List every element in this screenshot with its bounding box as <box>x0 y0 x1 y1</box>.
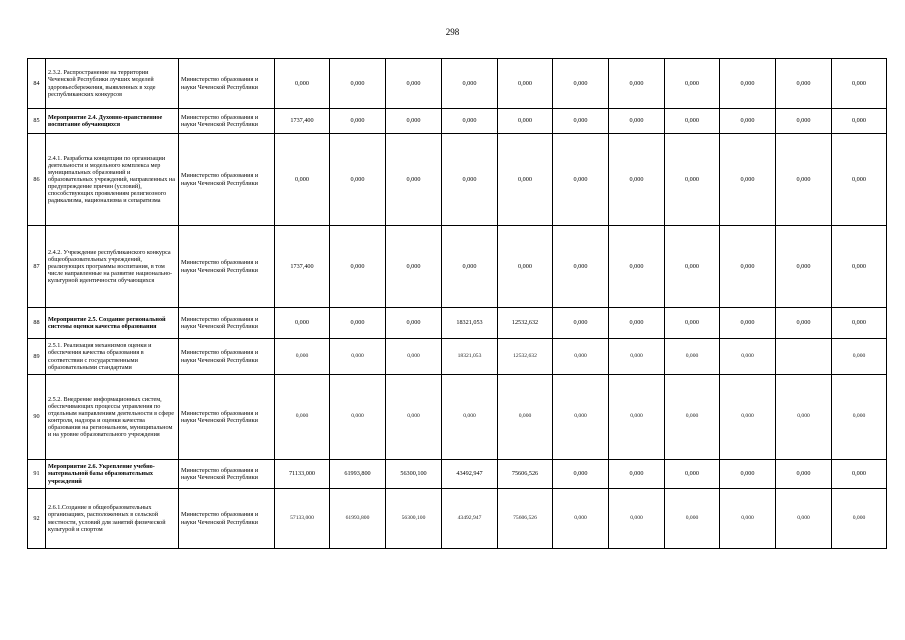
program-budget-table <box>27 58 887 549</box>
funding-value-cell: 0,000 <box>665 226 720 308</box>
funding-value-cell: 0,000 <box>776 109 832 134</box>
funding-value-cell: 0,000 <box>776 489 832 549</box>
funding-value-cell: 0,000 <box>776 59 832 109</box>
funding-value-cell <box>776 339 832 375</box>
funding-value-cell: 56300,100 <box>386 489 442 549</box>
funding-value-cell: 0,000 <box>553 339 609 375</box>
row-number: 92 <box>28 489 46 549</box>
funding-value-cell: 18321,053 <box>442 308 498 339</box>
measure-name: 2.3.2. Распространение на территории Чеченской Республики лучших моделей здоровьесбережения, выявленных в ходе республиканских конкурсов <box>46 59 179 109</box>
funding-value-cell: 0,000 <box>553 226 609 308</box>
measure-name: 2.4.2. Учреждение республиканского конкурса общеобразовательных учреждений, реализующих программы воспитания, в том числе направленные на развитие национально-культурной идентичности обучающихся <box>46 226 179 308</box>
funding-value-cell: 0,000 <box>442 226 498 308</box>
measure-name: 2.6.1.Создание в общеобразовательных организациях, расположенных в сельской местности, условий для занятий физической культурой и спортом <box>46 489 179 549</box>
funding-value-cell: 0,000 <box>553 460 609 489</box>
funding-value-cell: 43492,947 <box>442 489 498 549</box>
executor-cell: Министерство образования и науки Чеченской Республики <box>179 109 275 134</box>
funding-value-cell: 12532,632 <box>498 339 553 375</box>
row-number: 89 <box>28 339 46 375</box>
executor-cell: Министерство образования и науки Чеченской Республики <box>179 375 275 460</box>
funding-value-cell: 43492,947 <box>442 460 498 489</box>
executor-cell: Министерство образования и науки Чеченской Республики <box>179 134 275 226</box>
funding-value-cell: 0,000 <box>386 339 442 375</box>
funding-value-cell: 0,000 <box>330 134 386 226</box>
measure-name: 2.5.1. Реализация механизмов оценки и обеспечения качества образования в соответствии с государственными образовательными стандартами <box>46 339 179 375</box>
funding-value-cell: 0,000 <box>275 339 330 375</box>
table-row <box>28 109 887 134</box>
funding-value-cell: 75606,526 <box>498 460 553 489</box>
executor-cell: Министерство образования и науки Чеченской Республики <box>179 460 275 489</box>
funding-value-cell: 0,000 <box>609 226 665 308</box>
funding-value-cell: 0,000 <box>386 375 442 460</box>
funding-value-cell: 0,000 <box>330 109 386 134</box>
row-number: 91 <box>28 460 46 489</box>
funding-value-cell: 61993,800 <box>330 460 386 489</box>
funding-value-cell: 0,000 <box>665 489 720 549</box>
funding-value-cell: 1737,400 <box>275 226 330 308</box>
executor-cell: Министерство образования и науки Чеченской Республики <box>179 308 275 339</box>
funding-value-cell: 0,000 <box>553 59 609 109</box>
funding-value-cell: 0,000 <box>832 59 887 109</box>
funding-value-cell: 0,000 <box>442 59 498 109</box>
funding-value-cell: 0,000 <box>386 109 442 134</box>
row-number: 85 <box>28 109 46 134</box>
executor-cell: Министерство образования и науки Чеченской Республики <box>179 226 275 308</box>
table-row <box>28 489 887 549</box>
measure-name: Мероприятие 2.6. Укрепление учебно-материальной базы образовательных учреждений <box>46 460 179 489</box>
table-body <box>28 59 887 549</box>
funding-value-cell: 0,000 <box>720 489 776 549</box>
row-number: 90 <box>28 375 46 460</box>
funding-value-cell: 0,000 <box>498 109 553 134</box>
row-number: 84 <box>28 59 46 109</box>
funding-value-cell: 0,000 <box>442 109 498 134</box>
measure-name: Мероприятие 2.4. Духовно-нравственное воспитание обучающихся <box>46 109 179 134</box>
funding-value-cell: 0,000 <box>776 308 832 339</box>
funding-value-cell: 0,000 <box>776 375 832 460</box>
funding-value-cell: 0,000 <box>832 226 887 308</box>
funding-value-cell: 0,000 <box>330 308 386 339</box>
funding-value-cell: 0,000 <box>665 59 720 109</box>
funding-value-cell: 0,000 <box>609 109 665 134</box>
funding-value-cell: 0,000 <box>665 134 720 226</box>
funding-value-cell: 0,000 <box>665 375 720 460</box>
funding-value-cell: 0,000 <box>330 59 386 109</box>
funding-value-cell: 0,000 <box>720 134 776 226</box>
funding-value-cell: 0,000 <box>832 308 887 339</box>
funding-value-cell: 0,000 <box>720 339 776 375</box>
funding-value-cell: 0,000 <box>832 489 887 549</box>
funding-value-cell: 0,000 <box>498 59 553 109</box>
funding-value-cell: 0,000 <box>553 134 609 226</box>
funding-value-cell: 0,000 <box>609 134 665 226</box>
funding-value-cell: 0,000 <box>776 226 832 308</box>
funding-value-cell: 0,000 <box>442 134 498 226</box>
funding-value-cell: 0,000 <box>553 489 609 549</box>
funding-value-cell: 0,000 <box>832 460 887 489</box>
funding-value-cell: 0,000 <box>665 339 720 375</box>
funding-value-cell: 0,000 <box>275 308 330 339</box>
funding-value-cell: 0,000 <box>275 59 330 109</box>
table-row <box>28 339 887 375</box>
funding-value-cell: 0,000 <box>720 59 776 109</box>
funding-value-cell: 0,000 <box>498 226 553 308</box>
measure-name: Мероприятие 2.5. Создание региональной системы оценки качества образования <box>46 308 179 339</box>
table-row <box>28 134 887 226</box>
table-row <box>28 226 887 308</box>
table-row <box>28 308 887 339</box>
funding-value-cell: 0,000 <box>832 375 887 460</box>
funding-value-cell: 0,000 <box>776 134 832 226</box>
measure-name: 2.4.1. Разработка концепции по организации деятельности и модельного комплекса мер муниципальных образований и образовательных учреждений, направленных на предупреждение причин (условий), способствующих проявлениям религиозного радикализма, национализма и сепаратизма <box>46 134 179 226</box>
funding-value-cell: 0,000 <box>553 375 609 460</box>
funding-value-cell: 0,000 <box>609 59 665 109</box>
funding-value-cell: 0,000 <box>386 59 442 109</box>
measure-name: 2.5.2. Внедрение информационных систем, обеспечивающих процессы управления по отдельным направлениям деятельности в сфере контроля, надзора и оценки качества образования на региональном, муниципальном и на уровне образовательного учреждения <box>46 375 179 460</box>
funding-value-cell: 0,000 <box>609 489 665 549</box>
funding-value-cell: 0,000 <box>609 375 665 460</box>
funding-value-cell: 18321,053 <box>442 339 498 375</box>
funding-value-cell: 0,000 <box>330 339 386 375</box>
table-row <box>28 375 887 460</box>
funding-value-cell: 0,000 <box>832 109 887 134</box>
row-number: 88 <box>28 308 46 339</box>
funding-value-cell: 0,000 <box>609 308 665 339</box>
funding-value-cell: 0,000 <box>665 308 720 339</box>
page-number: 298 <box>445 27 460 37</box>
funding-value-cell: 0,000 <box>665 109 720 134</box>
funding-value-cell: 0,000 <box>330 375 386 460</box>
row-number: 87 <box>28 226 46 308</box>
funding-value-cell: 0,000 <box>720 109 776 134</box>
funding-value-cell: 0,000 <box>832 134 887 226</box>
funding-value-cell: 57133,000 <box>275 489 330 549</box>
funding-value-cell: 0,000 <box>553 308 609 339</box>
funding-value-cell: 0,000 <box>720 226 776 308</box>
funding-value-cell: 0,000 <box>275 134 330 226</box>
funding-value-cell: 1737,400 <box>275 109 330 134</box>
funding-value-cell: 71133,000 <box>275 460 330 489</box>
executor-cell: Министерство образования и науки Чеченской Республики <box>179 489 275 549</box>
funding-value-cell: 0,000 <box>665 460 720 489</box>
funding-value-cell: 0,000 <box>832 339 887 375</box>
executor-cell: Министерство образования и науки Чеченской Республики <box>179 339 275 375</box>
table-row <box>28 460 887 489</box>
funding-value-cell: 0,000 <box>386 134 442 226</box>
funding-value-cell: 12532,632 <box>498 308 553 339</box>
funding-value-cell: 0,000 <box>330 226 386 308</box>
executor-cell: Министерство образования и науки Чеченской Республики <box>179 59 275 109</box>
funding-value-cell: 0,000 <box>609 460 665 489</box>
funding-value-cell: 0,000 <box>498 375 553 460</box>
funding-value-cell: 0,000 <box>498 134 553 226</box>
funding-value-cell: 61993,800 <box>330 489 386 549</box>
funding-value-cell: 0,000 <box>553 109 609 134</box>
funding-value-cell: 56300,100 <box>386 460 442 489</box>
funding-value-cell: 0,000 <box>442 375 498 460</box>
funding-value-cell: 0,000 <box>609 339 665 375</box>
funding-value-cell: 0,000 <box>720 460 776 489</box>
row-number: 86 <box>28 134 46 226</box>
funding-value-cell: 0,000 <box>275 375 330 460</box>
funding-value-cell: 0,000 <box>720 308 776 339</box>
table-row <box>28 59 887 109</box>
funding-value-cell: 0,000 <box>720 375 776 460</box>
funding-value-cell: 0,000 <box>776 460 832 489</box>
funding-value-cell: 75606,526 <box>498 489 553 549</box>
funding-value-cell: 0,000 <box>386 308 442 339</box>
funding-value-cell: 0,000 <box>386 226 442 308</box>
